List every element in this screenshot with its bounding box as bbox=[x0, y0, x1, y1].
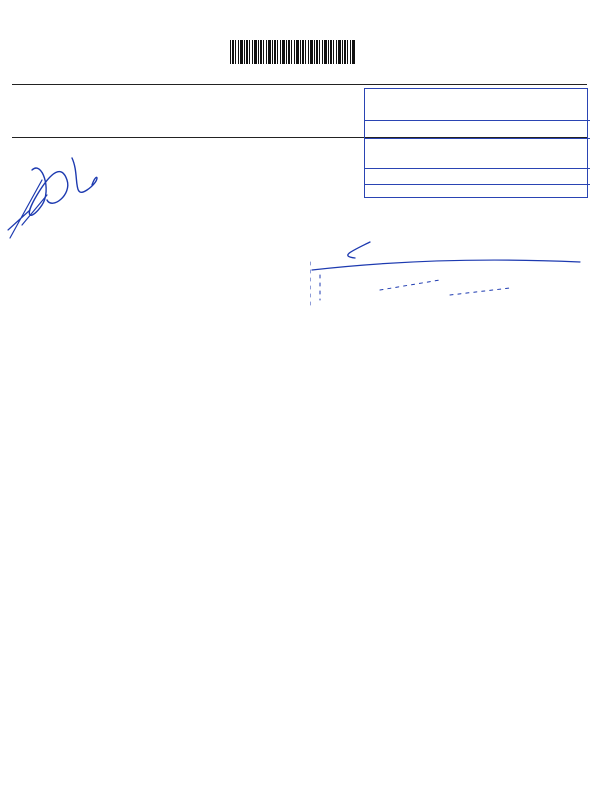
stamp-border bbox=[364, 88, 588, 198]
barcode bbox=[230, 40, 356, 64]
stamp-divider bbox=[364, 168, 590, 169]
table-top-rule bbox=[12, 84, 587, 85]
stamp-divider bbox=[364, 138, 590, 139]
company-stamp bbox=[364, 88, 590, 200]
stamp-divider bbox=[364, 184, 590, 185]
verified-signature-scribble bbox=[2, 150, 112, 245]
handwritten-strokes bbox=[310, 240, 590, 330]
stamp-divider bbox=[364, 120, 590, 121]
